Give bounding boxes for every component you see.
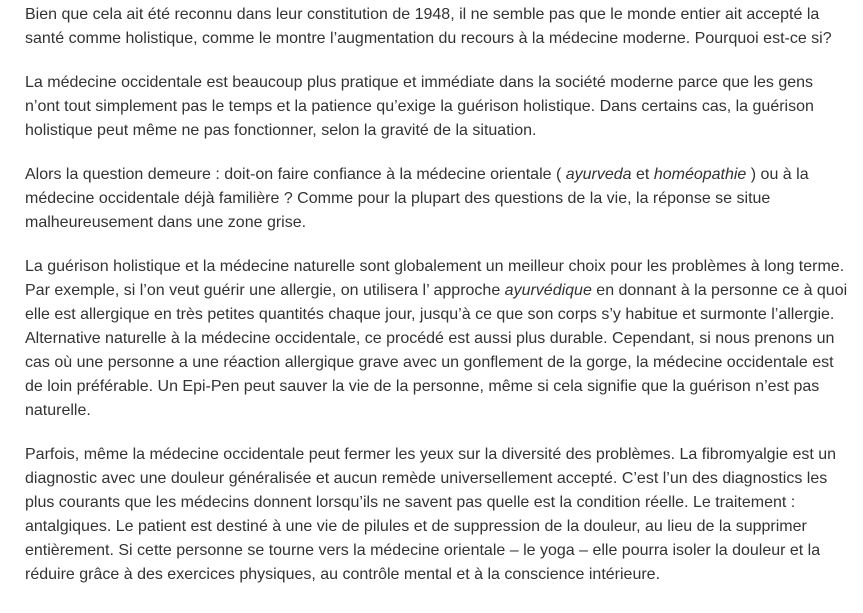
paragraph-text: en donnant à la personne ce à quoi elle est allergique en très petites quantités chaque jour, jusqu’à ce que son corps s’y habitue et surmonte l’allergie. Alternative naturelle à la médecine occidentale, ce procédé est aussi plus durable. Cependant, si nous prenons un cas où une personne a une réaction allergique grave avec un gonflement de la gorge, la médecine occidentale est de loin préférable. Un Epi-Pen peut sauver la vie de la personne, même si cela signifie que la guérison n’est pas naturelle. bbox=[25, 282, 848, 419]
paragraph-1 bbox=[25, 3, 850, 51]
paragraph-text: La guérison holistique et la médecine naturelle sont globalement un meilleur choix pour les problèmes à long terme. Par exemple, si l’on veut guérir une allergie, on utilisera l’ approche bbox=[25, 258, 845, 299]
paragraph-4 bbox=[25, 255, 850, 423]
italic-term-homeopathie: homéopathie bbox=[653, 166, 747, 183]
paragraph-3 bbox=[25, 163, 850, 235]
paragraph-5 bbox=[25, 443, 850, 587]
paragraph-text: et bbox=[631, 166, 654, 183]
italic-term-ayurvedique: ayurvédique bbox=[504, 282, 592, 299]
paragraph-text: La médecine occidentale est beaucoup plus pratique et immédiate dans la société moderne parce que les gens n’ont tout simplement pas le temps et la patience qu’exige la guérison holistique. Dans certains cas, la guérison holistique peut même ne pas fonctionner, selon la gravité de la situation. bbox=[25, 74, 814, 139]
paragraph-text: Alors la question demeure : doit-on faire confiance à la médecine orientale ( bbox=[25, 166, 566, 183]
paragraph-text: ) ou à la médecine occidentale déjà familière ? Comme pour la plupart des questions de la vie, la réponse se situe malheureusement dans une zone grise. bbox=[25, 166, 809, 231]
paragraph-text: Parfois, même la médecine occidentale peut fermer les yeux sur la diversité des problèmes. La fibromyalgie est un diagnostic avec une douleur généralisée et aucun remède universellement accepté. C’est l’un des diagnostics les plus courants que les médecins donnent lorsqu’ils ne savent pas quelle est la condition réelle. Le traitement : antalgiques. Le patient est destiné à une vie de pilules et de suppression de la douleur, au lieu de la supprimer entièrement. Si cette personne se tourne vers la médecine orientale – le yoga – elle pourra isoler la douleur et la réduire grâce à des exercices physiques, au contrôle mental et à la conscience intérieure. bbox=[25, 446, 837, 583]
article-body bbox=[25, 3, 850, 607]
paragraph-text: Bien que cela ait été reconnu dans leur constitution de 1948, il ne semble pas que le monde entier ait accepté la santé comme holistique, comme le montre l’augmentation du recours à la médecine moderne. Pourquoi est-ce si? bbox=[25, 6, 832, 47]
italic-term-ayurveda: ayurveda bbox=[565, 166, 632, 183]
paragraph-2 bbox=[25, 71, 850, 143]
